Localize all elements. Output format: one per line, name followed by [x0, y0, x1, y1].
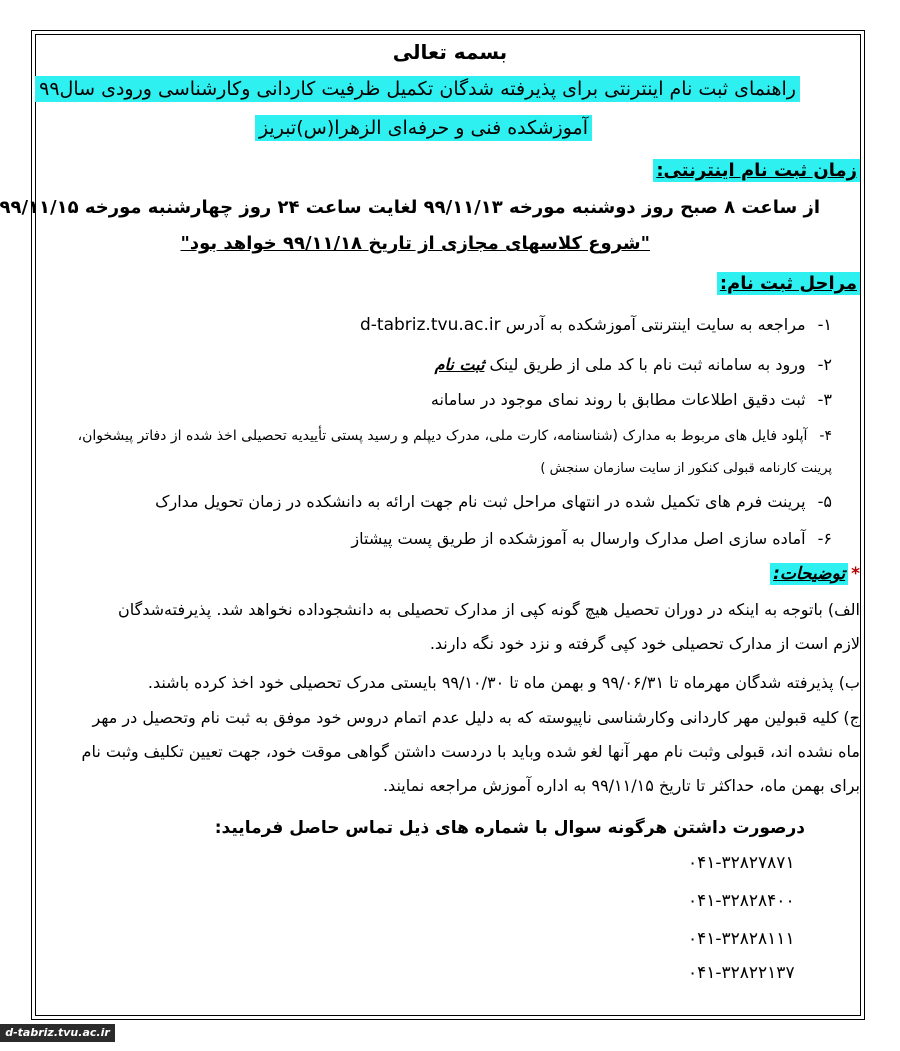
step-3: [431, 390, 832, 409]
step-3-number: ۳-: [817, 390, 832, 409]
note-c-line2: ماه نشده اند، قبولی وثبت نام مهر آنها لغو شده وباید با دردست داشتن گواهی موقت خود، جهت تعیین تکلیف وثبت نام: [81, 742, 860, 761]
notes-heading-text: توضیحات:: [770, 563, 848, 585]
step-1-text: مراجعه به سایت اینترنتی آموزشکده به آدرس: [500, 315, 806, 334]
phone-number-3: ۰۴۱-۳۲۸۲۸۱۱۱: [688, 929, 795, 949]
phone-number-2: ۰۴۱-۳۲۸۲۸۴۰۰: [688, 891, 795, 911]
classes-start-note: "شروع کلاسهای مجازی از تاریخ ۹۹/۱۱/۱۸ خواهد بود": [180, 233, 650, 254]
step-6: [351, 529, 832, 548]
site-url-link[interactable]: d-tabriz.tvu.ac.ir: [360, 315, 501, 335]
step-6-text: آماده سازی اصل مدارک وارسال به آموزشکده از طریق پست پیشتاز: [351, 529, 806, 548]
note-c-line3: برای بهمن ماه، حداکثر تا تاریخ ۹۹/۱۱/۱۵ به اداره آموزش مراجعه نمایند.: [382, 776, 860, 795]
step-3-text: ثبت دقیق اطلاعات مطابق با روند نمای موجود در سامانه: [430, 390, 806, 409]
step-5-text: پرینت فرم های تکمیل شده در انتهای مراحل ثبت نام جهت ارائه به دانشکده در زمان تحویل مدارک: [155, 492, 806, 511]
step-4: [78, 428, 832, 444]
step-1: [360, 315, 832, 335]
step-2-number: ۲-: [817, 355, 832, 374]
notes-heading: [770, 564, 860, 584]
note-c-line1: ج) کلیه قبولین مهر کاردانی وکارشناسی ناپیوسته که به دلیل عدم اتمام دروس خود موفق به ثبت نام وتحصیل در مهر: [92, 708, 860, 727]
guide-title-line2: [255, 117, 592, 139]
step-4-continuation: پرینت کارنامه قبولی کنکور از سایت سازمان سنجش ): [540, 461, 832, 476]
time-range: از ساعت ۸ صبح روز دوشنبه مورخه ۹۹/۱۱/۱۳ لغایت ساعت ۲۴ روز چهارشنبه مورخه ۹۹/۱۱/۱۵: [0, 197, 820, 218]
step-1-number: ۱-: [817, 315, 832, 334]
steps-heading: [717, 273, 860, 294]
contact-prompt: درصورت داشتن هرگونه سوال با شماره های ذیل تماس حاصل فرمایید:: [214, 818, 805, 838]
step-5: [155, 492, 832, 511]
guide-title-line2-text: آموزشکده فنی و حرفه‌ای الزهرا(س)تبریز: [255, 115, 592, 141]
guide-title-line1: [35, 78, 800, 100]
register-link[interactable]: ثبت نام: [434, 355, 485, 374]
page-title: بسمه تعالی: [392, 40, 508, 64]
star-icon: *: [851, 564, 860, 584]
step-4-number: ۴-: [819, 428, 832, 444]
note-a-line1: الف) باتوجه به اینکه در دوران تحصیل هیچ گونه کپی از مدارک تحصیلی به دانشجوداده نخواهد شد. پذیرفته‌شدگان: [118, 600, 860, 619]
step-4-text: آپلود فایل های مربوط به مدارک (شناسنامه، کارت ملی، مدرک دیپلم و رسید پستی تأییدیه تحصیلی اخذ شده از دفاتر پیشخوان،: [77, 428, 808, 444]
step-2: [435, 355, 832, 374]
time-heading: [653, 160, 860, 181]
guide-title-line1-text: راهنمای ثبت نام اینترنتی برای پذیرفته شدگان تکمیل ظرفیت کاردانی وکارشناسی ورودی سال۹۹: [35, 76, 800, 102]
note-b: ب) پذیرفته شدگان مهرماه تا ۹۹/۰۶/۳۱ و بهمن ماه تا ۹۹/۱۰/۳۰ بایستی مدرک تحصیلی خود اخذ کرده باشند.: [147, 673, 860, 692]
phone-number-1: ۰۴۱-۳۲۸۲۷۸۷۱: [688, 853, 795, 873]
step-6-number: ۶-: [817, 529, 832, 548]
note-a-line2: لازم است از مدارک تحصیلی خود کپی گرفته و نزد خود نگه دارند.: [429, 634, 860, 653]
steps-heading-text: مراحل ثبت نام:: [717, 272, 860, 295]
step-2-text: ورود به سامانه ثبت نام با کد ملی از طریق لینک: [484, 355, 806, 374]
phone-number-4: ۰۴۱-۳۲۸۲۲۱۳۷: [688, 963, 795, 983]
time-heading-text: زمان ثبت نام اینترنتی:: [653, 159, 860, 182]
footer-brand-badge: d-tabriz.tvu.ac.ir: [0, 1024, 115, 1042]
step-5-number: ۵-: [817, 492, 832, 511]
